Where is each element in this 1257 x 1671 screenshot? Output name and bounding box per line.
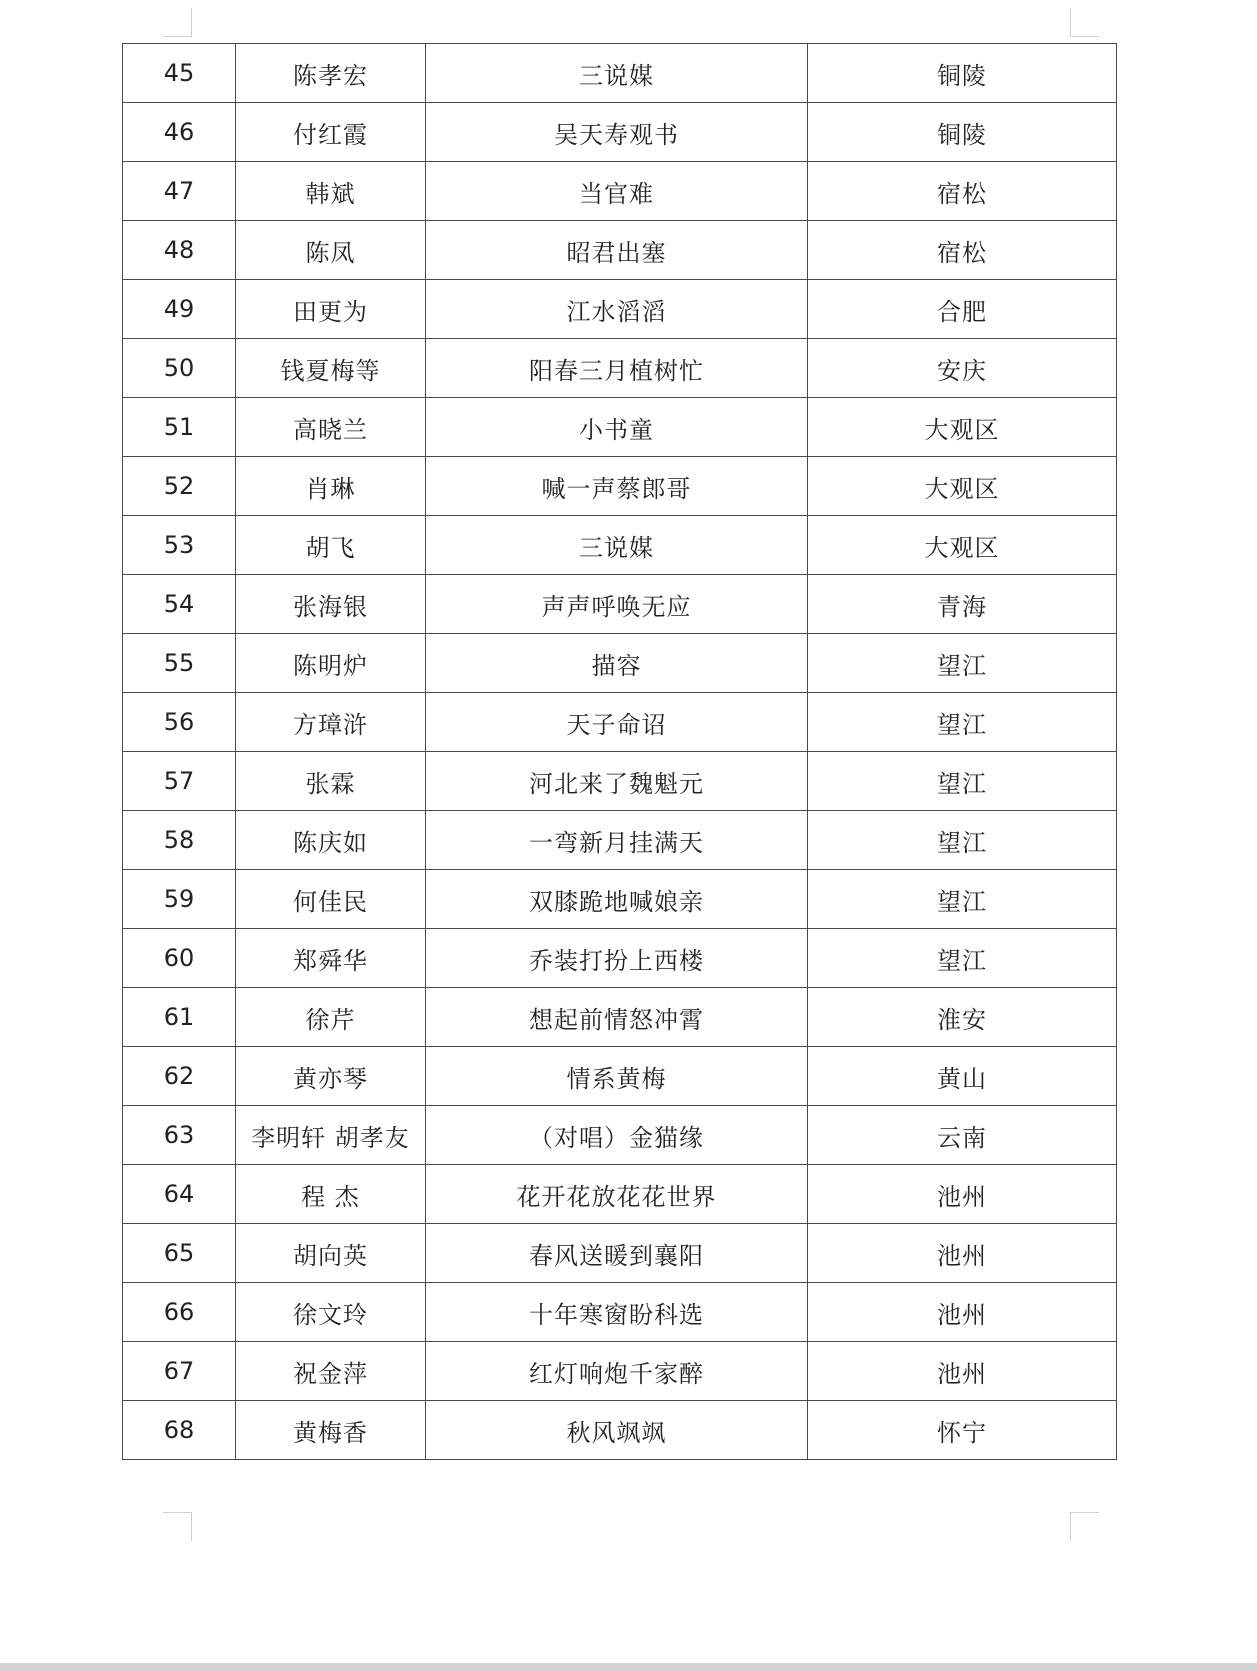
table-row: [123, 811, 1117, 870]
region: 淮安: [808, 988, 1117, 1047]
performer-name: 徐文玲: [236, 1283, 426, 1342]
region: 望江: [808, 929, 1117, 988]
table-row: [123, 693, 1117, 752]
performer-table: [122, 43, 1117, 1460]
table-row: [123, 339, 1117, 398]
region: 宿松: [808, 221, 1117, 280]
row-number: 66: [123, 1283, 236, 1342]
piece-title: 当官难: [426, 162, 808, 221]
performer-name: 陈凤: [236, 221, 426, 280]
table-row: [123, 44, 1117, 103]
piece-title: 三说媒: [426, 516, 808, 575]
piece-title: 双膝跪地喊娘亲: [426, 870, 808, 929]
row-number: 51: [123, 398, 236, 457]
region: 望江: [808, 752, 1117, 811]
row-number: 67: [123, 1342, 236, 1401]
piece-title: 十年寒窗盼科选: [426, 1283, 808, 1342]
row-number: 48: [123, 221, 236, 280]
table-row: [123, 1106, 1117, 1165]
table-row: [123, 929, 1117, 988]
piece-title: 小书童: [426, 398, 808, 457]
region: 望江: [808, 870, 1117, 929]
crop-mark-top-right: [1070, 8, 1099, 37]
table-row: [123, 1342, 1117, 1401]
region: 铜陵: [808, 103, 1117, 162]
piece-title: 声声呼唤无应: [426, 575, 808, 634]
table-row: [123, 870, 1117, 929]
table-row: [123, 398, 1117, 457]
piece-title: 三说媒: [426, 44, 808, 103]
region: 大观区: [808, 457, 1117, 516]
performer-name: 方璋浒: [236, 693, 426, 752]
performer-table-body: [123, 44, 1117, 1460]
performer-name: 韩斌: [236, 162, 426, 221]
table-row: [123, 162, 1117, 221]
table-row: [123, 1283, 1117, 1342]
performer-name: 郑舜华: [236, 929, 426, 988]
region: 怀宁: [808, 1401, 1117, 1460]
table-row: [123, 634, 1117, 693]
region: 铜陵: [808, 44, 1117, 103]
performer-name: 肖琳: [236, 457, 426, 516]
region: 池州: [808, 1165, 1117, 1224]
region: 池州: [808, 1342, 1117, 1401]
row-number: 53: [123, 516, 236, 575]
performer-name: 黄梅香: [236, 1401, 426, 1460]
crop-mark-bottom-left: [163, 1512, 192, 1541]
crop-mark-bottom-right: [1070, 1512, 1099, 1541]
row-number: 50: [123, 339, 236, 398]
row-number: 60: [123, 929, 236, 988]
bottom-scroll-edge: [0, 1663, 1257, 1671]
performer-name: 陈孝宏: [236, 44, 426, 103]
region: 合肥: [808, 280, 1117, 339]
performer-name: 李明轩 胡孝友: [236, 1106, 426, 1165]
crop-mark-top-left: [163, 8, 192, 37]
performer-name: 徐芹: [236, 988, 426, 1047]
row-number: 49: [123, 280, 236, 339]
region: 青海: [808, 575, 1117, 634]
piece-title: 河北来了魏魁元: [426, 752, 808, 811]
piece-title: 描容: [426, 634, 808, 693]
region: 宿松: [808, 162, 1117, 221]
row-number: 61: [123, 988, 236, 1047]
piece-title: 红灯响炮千家醉: [426, 1342, 808, 1401]
piece-title: 乔装打扮上西楼: [426, 929, 808, 988]
region: 黄山: [808, 1047, 1117, 1106]
table-row: [123, 457, 1117, 516]
row-number: 45: [123, 44, 236, 103]
row-number: 58: [123, 811, 236, 870]
table-row: [123, 1224, 1117, 1283]
performer-name: 钱夏梅等: [236, 339, 426, 398]
piece-title: 花开花放花花世界: [426, 1165, 808, 1224]
row-number: 54: [123, 575, 236, 634]
piece-title: 一弯新月挂满天: [426, 811, 808, 870]
piece-title: 昭君出塞: [426, 221, 808, 280]
row-number: 47: [123, 162, 236, 221]
performer-name: 胡飞: [236, 516, 426, 575]
region: 池州: [808, 1283, 1117, 1342]
row-number: 59: [123, 870, 236, 929]
row-number: 63: [123, 1106, 236, 1165]
performer-name: 陈明炉: [236, 634, 426, 693]
row-number: 56: [123, 693, 236, 752]
performer-name: 陈庆如: [236, 811, 426, 870]
table-row: [123, 752, 1117, 811]
table-row: [123, 988, 1117, 1047]
region: 大观区: [808, 398, 1117, 457]
table-row: [123, 575, 1117, 634]
row-number: 68: [123, 1401, 236, 1460]
performer-name: 祝金萍: [236, 1342, 426, 1401]
performer-name: 张霖: [236, 752, 426, 811]
row-number: 52: [123, 457, 236, 516]
table-row: [123, 1401, 1117, 1460]
region: 望江: [808, 811, 1117, 870]
performer-name: 程 杰: [236, 1165, 426, 1224]
row-number: 65: [123, 1224, 236, 1283]
piece-title: 情系黄梅: [426, 1047, 808, 1106]
table-row: [123, 1165, 1117, 1224]
region: 云南: [808, 1106, 1117, 1165]
region: 大观区: [808, 516, 1117, 575]
piece-title: 秋风飒飒: [426, 1401, 808, 1460]
row-number: 55: [123, 634, 236, 693]
row-number: 64: [123, 1165, 236, 1224]
region: 望江: [808, 634, 1117, 693]
performer-name: 高晓兰: [236, 398, 426, 457]
performer-name: 胡向英: [236, 1224, 426, 1283]
region: 安庆: [808, 339, 1117, 398]
piece-title: 春风送暖到襄阳: [426, 1224, 808, 1283]
performer-name: 田更为: [236, 280, 426, 339]
region: 望江: [808, 693, 1117, 752]
performer-name: 黄亦琴: [236, 1047, 426, 1106]
row-number: 57: [123, 752, 236, 811]
piece-title: 天子命诏: [426, 693, 808, 752]
piece-title: 想起前情怒冲霄: [426, 988, 808, 1047]
piece-title: （对唱）金猫缘: [426, 1106, 808, 1165]
table-row: [123, 516, 1117, 575]
row-number: 46: [123, 103, 236, 162]
piece-title: 阳春三月植树忙: [426, 339, 808, 398]
region: 池州: [808, 1224, 1117, 1283]
table-row: [123, 221, 1117, 280]
table-row: [123, 280, 1117, 339]
table-row: [123, 1047, 1117, 1106]
performer-name: 张海银: [236, 575, 426, 634]
performer-name: 付红霞: [236, 103, 426, 162]
row-number: 62: [123, 1047, 236, 1106]
performer-name: 何佳民: [236, 870, 426, 929]
piece-title: 喊一声蔡郎哥: [426, 457, 808, 516]
piece-title: 吴天寿观书: [426, 103, 808, 162]
table-row: [123, 103, 1117, 162]
piece-title: 江水滔滔: [426, 280, 808, 339]
